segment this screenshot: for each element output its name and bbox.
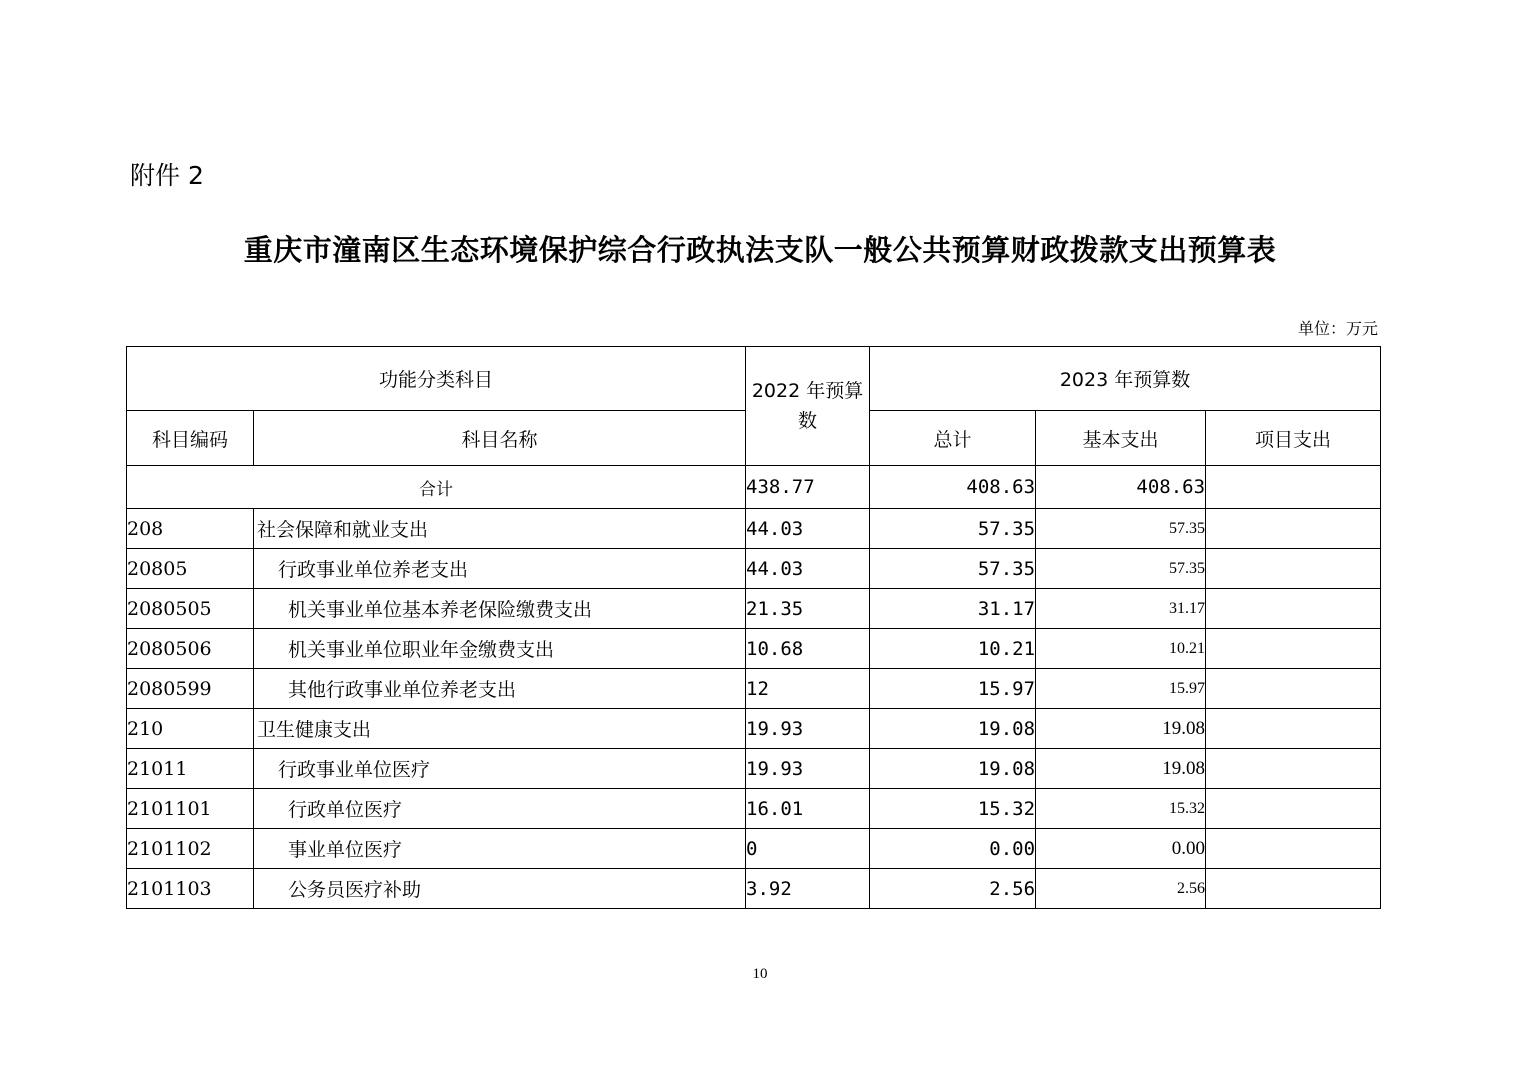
header-subject-name: 科目名称	[254, 411, 746, 466]
budget-basic: 10.21	[1036, 629, 1206, 669]
budget-project	[1206, 869, 1381, 909]
subject-name: 行政事业单位医疗	[254, 749, 746, 789]
subject-code: 208	[127, 509, 254, 549]
table-row	[127, 509, 1381, 549]
subject-name: 卫生健康支出	[254, 709, 746, 749]
attachment-label: 附件 2	[130, 161, 204, 190]
subject-code: 2101101	[127, 789, 254, 829]
budget-2022: 44.03	[746, 549, 870, 589]
total-row	[127, 466, 1381, 509]
budget-2022: 3.92	[746, 869, 870, 909]
header-functional-category: 功能分类科目	[127, 347, 746, 411]
table-row	[127, 669, 1381, 709]
budget-2022: 16.01	[746, 789, 870, 829]
budget-basic: 31.17	[1036, 589, 1206, 629]
subject-code: 2080505	[127, 589, 254, 629]
table-row	[127, 629, 1381, 669]
subject-name: 机关事业单位基本养老保险缴费支出	[254, 589, 746, 629]
budget-total: 57.35	[870, 549, 1036, 589]
budget-basic: 15.97	[1036, 669, 1206, 709]
budget-total: 10.21	[870, 629, 1036, 669]
subject-code: 21011	[127, 749, 254, 789]
table-row	[127, 549, 1381, 589]
budget-2022: 10.68	[746, 629, 870, 669]
budget-table	[126, 346, 1381, 909]
subject-name: 社会保障和就业支出	[254, 509, 746, 549]
budget-2022: 12	[746, 669, 870, 709]
subject-name: 机关事业单位职业年金缴费支出	[254, 629, 746, 669]
header-total: 总计	[870, 411, 1036, 466]
budget-project	[1206, 509, 1381, 549]
budget-project	[1206, 589, 1381, 629]
table-row	[127, 589, 1381, 629]
total-basic: 408.63	[1036, 466, 1206, 509]
budget-project	[1206, 749, 1381, 789]
header-budget-2022: 2022 年预算数	[746, 347, 870, 466]
budget-total: 0.00	[870, 829, 1036, 869]
subject-name: 行政单位医疗	[254, 789, 746, 829]
budget-project	[1206, 829, 1381, 869]
total-label: 合计	[127, 466, 746, 509]
table-row	[127, 829, 1381, 869]
budget-project	[1206, 549, 1381, 589]
subject-name: 行政事业单位养老支出	[254, 549, 746, 589]
document-title: 重庆市潼南区生态环境保护综合行政执法支队一般公共预算财政拨款支出预算表	[243, 233, 1277, 267]
budget-2022: 19.93	[746, 749, 870, 789]
unit-label: 单位：万元	[1297, 319, 1378, 338]
budget-total: 15.97	[870, 669, 1036, 709]
budget-basic: 0.00	[1036, 829, 1206, 869]
subject-code: 2101103	[127, 869, 254, 909]
total-project	[1206, 466, 1381, 509]
subject-code: 2080506	[127, 629, 254, 669]
budget-total: 57.35	[870, 509, 1036, 549]
budget-total: 31.17	[870, 589, 1036, 629]
subject-name: 公务员医疗补助	[254, 869, 746, 909]
table-row	[127, 869, 1381, 909]
budget-basic: 19.08	[1036, 749, 1206, 789]
budget-basic: 19.08	[1036, 709, 1206, 749]
subject-name: 事业单位医疗	[254, 829, 746, 869]
subject-code: 210	[127, 709, 254, 749]
header-basic-expense: 基本支出	[1036, 411, 1206, 466]
header-subject-code: 科目编码	[127, 411, 254, 466]
budget-project	[1206, 669, 1381, 709]
budget-2022: 0	[746, 829, 870, 869]
header-project-expense: 项目支出	[1206, 411, 1381, 466]
budget-basic: 2.56	[1036, 869, 1206, 909]
header-row-1	[127, 347, 1381, 411]
table-row	[127, 749, 1381, 789]
subject-code: 2101102	[127, 829, 254, 869]
budget-2022: 44.03	[746, 509, 870, 549]
subject-name: 其他行政事业单位养老支出	[254, 669, 746, 709]
table-row	[127, 709, 1381, 749]
page-number: 10	[752, 966, 768, 982]
budget-project	[1206, 789, 1381, 829]
budget-basic: 57.35	[1036, 549, 1206, 589]
budget-total: 19.08	[870, 709, 1036, 749]
budget-total: 19.08	[870, 749, 1036, 789]
budget-project	[1206, 629, 1381, 669]
subject-code: 2080599	[127, 669, 254, 709]
table-row	[127, 789, 1381, 829]
budget-total: 2.56	[870, 869, 1036, 909]
total-budget-2022: 438.77	[746, 466, 870, 509]
subject-code: 20805	[127, 549, 254, 589]
total-total: 408.63	[870, 466, 1036, 509]
header-budget-2023: 2023 年预算数	[870, 347, 1381, 411]
budget-basic: 57.35	[1036, 509, 1206, 549]
budget-2022: 21.35	[746, 589, 870, 629]
budget-project	[1206, 709, 1381, 749]
budget-basic: 15.32	[1036, 789, 1206, 829]
budget-2022: 19.93	[746, 709, 870, 749]
budget-total: 15.32	[870, 789, 1036, 829]
